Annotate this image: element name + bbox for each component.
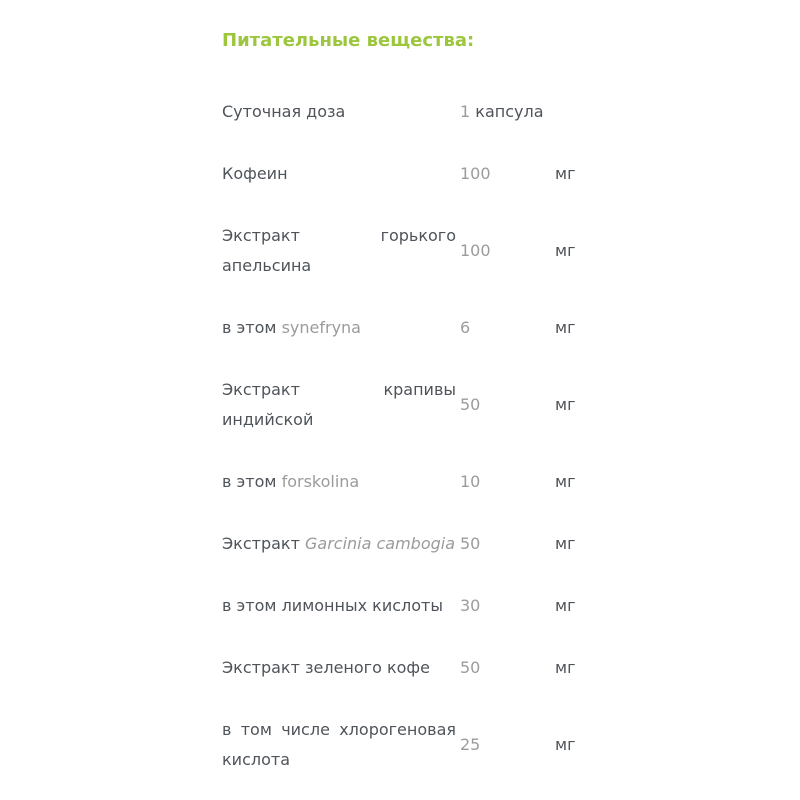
nutrient-unit: мг	[555, 241, 576, 260]
nutrient-amount-cell	[456, 81, 555, 143]
nutrient-amount: 50	[460, 658, 481, 677]
table-row-bitter-orange-extract	[222, 205, 600, 297]
nutrient-name	[222, 451, 456, 513]
nutrient-name	[222, 575, 456, 637]
nutrient-name	[222, 297, 456, 359]
nutrient-latin-name-italic: Garcinia cambogia	[304, 534, 456, 553]
table-row-indian-nettle-extract	[222, 359, 600, 451]
nutrient-name-text: в этом лимонных кислоты	[222, 596, 443, 615]
nutrient-name	[222, 513, 456, 575]
nutrient-name-text: Кофеин	[222, 164, 288, 183]
nutrient-unit: мг	[555, 318, 576, 337]
nutrient-amount: 50	[460, 534, 481, 553]
nutrition-table	[222, 81, 600, 791]
table-row-daily-dose	[222, 81, 600, 143]
table-row-forskolin	[222, 451, 600, 513]
nutrient-amount: 1	[460, 102, 471, 121]
nutrient-amount-cell	[456, 637, 555, 699]
nutrient-amount: 25	[460, 735, 481, 754]
nutrient-name	[222, 205, 456, 297]
nutrient-amount: 10	[460, 472, 481, 491]
nutrient-name-line1: Экстракт горького	[222, 226, 456, 245]
nutrient-amount-cell	[456, 359, 555, 451]
nutrient-amount-cell	[456, 205, 555, 297]
nutrient-name	[222, 359, 456, 451]
nutrient-amount: 100	[460, 164, 491, 183]
nutrient-unit: мг	[555, 395, 576, 414]
nutrient-amount: 30	[460, 596, 481, 615]
nutrient-name	[222, 143, 456, 205]
nutrient-name-text: в этом	[222, 472, 282, 491]
section-heading: Питательные вещества:	[222, 30, 475, 51]
nutrient-name-line1: Экстракт крапивы	[222, 380, 456, 399]
nutrient-unit: мг	[555, 658, 576, 677]
nutrient-unit: мг	[555, 472, 576, 491]
nutrient-amount-cell	[456, 451, 555, 513]
nutrient-unit: мг	[555, 735, 576, 754]
table-row-caffeine	[222, 143, 600, 205]
nutrient-name-line1: в том числе хлорогеновая	[222, 720, 456, 739]
nutrient-unit: мг	[555, 164, 576, 183]
nutrient-amount-cell	[456, 513, 555, 575]
table-row-synephrine	[222, 297, 600, 359]
table-row-chlorogenic-acid	[222, 699, 600, 791]
nutrient-unit: мг	[555, 596, 576, 615]
nutrient-amount-cell	[456, 143, 555, 205]
nutrient-unit	[555, 81, 600, 143]
nutrient-amount-cell	[456, 575, 555, 637]
nutrient-latin-name: synefryna	[281, 318, 361, 337]
nutrient-name-text: Экстракт зеленого кофе	[222, 658, 430, 677]
nutrient-name	[222, 699, 456, 791]
nutrient-name	[222, 81, 456, 143]
nutrient-name-text: в этом	[222, 318, 282, 337]
nutrient-latin-name: forskolina	[281, 472, 360, 491]
nutrient-amount: 50	[460, 395, 481, 414]
nutrient-name-text: Суточная доза	[222, 102, 346, 121]
nutrient-name-line2: апельсина	[222, 256, 312, 275]
nutrient-name-line2: кислота	[222, 750, 290, 769]
table-row-garcinia-cambogia-extract	[222, 513, 600, 575]
nutrient-amount-unit: капсула	[470, 102, 544, 121]
nutrient-amount-cell	[456, 699, 555, 791]
nutrient-amount: 100	[460, 241, 491, 260]
nutrient-unit: мг	[555, 534, 576, 553]
nutrient-name	[222, 637, 456, 699]
nutrient-name-line2: индийской	[222, 410, 314, 429]
nutrient-amount: 6	[460, 318, 471, 337]
table-row-citric-acid	[222, 575, 600, 637]
nutrient-amount-cell	[456, 297, 555, 359]
table-row-green-coffee-extract	[222, 637, 600, 699]
nutrient-name-text: Экстракт	[222, 534, 305, 553]
